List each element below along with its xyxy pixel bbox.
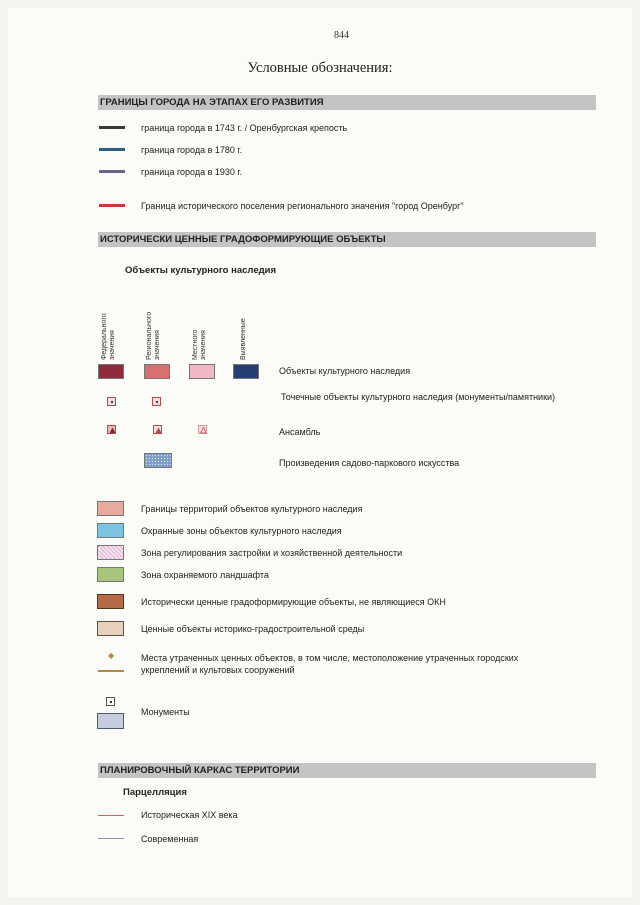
valuable-environment-label: Ценные объекты историко-градостроительной среды: [141, 624, 365, 634]
non-okn-objects-label: Исторически ценные градоформирующие объекты, не являющиеся ОКН: [141, 597, 446, 607]
ensemble-icon: [153, 425, 162, 434]
lost-objects-label-line1: Места утраченных ценных объектов, в том числе, местоположение утраченных городских: [141, 653, 519, 663]
parcellation-subheading: Парцелляция: [123, 787, 187, 798]
regulation-zone-swatch: [97, 545, 124, 560]
objects-label: Объекты культурного наследия: [279, 366, 411, 376]
page-number: 844: [334, 30, 349, 41]
parcellation-modern-label: Современная: [141, 834, 199, 844]
border-1743-label: граница города в 1743 г. / Оренбургская крепость: [141, 123, 348, 133]
border-1930-line: [99, 170, 125, 173]
parcellation-modern-line: [98, 838, 124, 839]
non-okn-objects-swatch: [97, 594, 124, 609]
section-header-city-borders: ГРАНИЦЫ ГОРОДА НА ЭТАПАХ ЕГО РАЗВИТИЯ: [98, 95, 596, 110]
swatch-identified: [233, 364, 259, 379]
diamond-icon: ◆: [108, 651, 115, 660]
point-object-icon: [152, 397, 161, 406]
protection-zone-label: Охранные зоны объектов культурного наследия: [141, 526, 342, 536]
point-objects-label: Точечные объекты культурного наследия (монументы/памятники): [281, 392, 556, 402]
garden-art-label: Произведения садово-паркового искусства: [279, 458, 460, 468]
parcellation-historic-label: Историческая XIX века: [141, 810, 238, 820]
heritage-territory-swatch: [97, 501, 124, 516]
page-title: Условные обозначения:: [247, 60, 393, 76]
landscape-zone-label: Зона охраняемого ландшафта: [141, 570, 269, 580]
border-1780-label: граница города в 1780 г.: [141, 145, 243, 155]
swatch-regional: [144, 364, 170, 379]
column-identified: Выявленные: [240, 318, 247, 360]
valuable-environment-swatch: [97, 621, 124, 636]
column-local: Местного значения: [192, 329, 207, 360]
ensemble-icon: [198, 425, 207, 434]
column-regional: Регионального значения: [146, 311, 161, 360]
swatch-local: [189, 364, 215, 379]
point-object-icon: [107, 397, 116, 406]
swatch-federal: [98, 364, 124, 379]
historic-settlement-line: [99, 204, 125, 207]
border-1930-label: граница города в 1930 г.: [141, 167, 243, 177]
lost-fortifications-line: [98, 670, 124, 672]
section-header-historic-objects: ИСТОРИЧЕСКИ ЦЕННЫЕ ГРАДОФОРМИРУЮЩИЕ ОБЪЕКТЫ: [98, 232, 596, 247]
landscape-zone-swatch: [97, 567, 124, 582]
regulation-zone-label: Зона регулирования застройки и хозяйственной деятельности: [141, 548, 403, 558]
lost-objects-label-line2: укреплений и культовых сооружений: [141, 665, 295, 675]
monuments-label: Монументы: [141, 707, 190, 717]
border-1780-line: [99, 148, 125, 151]
parcellation-historic-line: [98, 815, 124, 816]
monument-point-icon: [106, 697, 115, 706]
cultural-heritage-subheading: Объекты культурного наследия: [125, 265, 277, 276]
ensemble-label: Ансамбль: [279, 427, 321, 437]
column-federal: Федерального значения: [101, 313, 116, 360]
garden-art-swatch: [144, 453, 172, 468]
heritage-territory-label: Границы территорий объектов культурного наследия: [141, 504, 363, 514]
historic-settlement-label: Граница исторического поселения регионального значения "город Оренбург": [141, 201, 464, 211]
protection-zone-swatch: [97, 523, 124, 538]
ensemble-icon: [107, 425, 116, 434]
border-1743-line: [99, 126, 125, 129]
monument-swatch: [97, 713, 124, 729]
section-header-planning: ПЛАНИРОВОЧНЫЙ КАРКАС ТЕРРИТОРИИ: [98, 763, 596, 778]
